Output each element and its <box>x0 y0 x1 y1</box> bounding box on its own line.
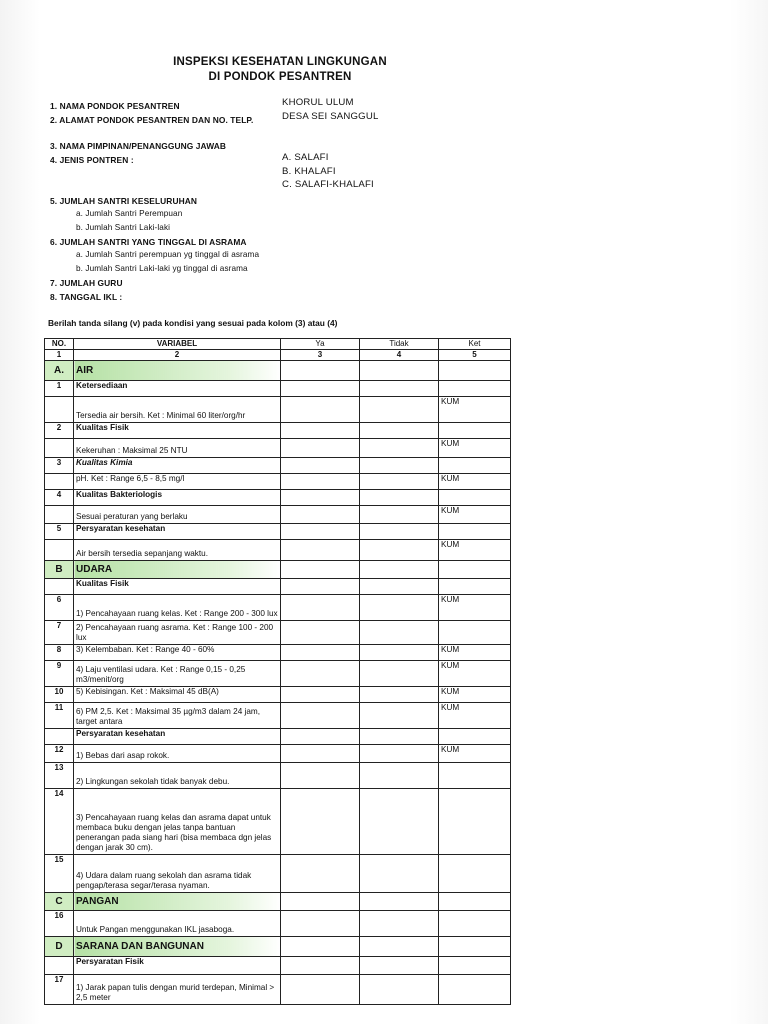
ket-cell <box>439 975 511 1005</box>
ket-cell <box>439 579 511 595</box>
row-number-cell: 5 <box>45 524 74 540</box>
table-row <box>45 661 511 687</box>
field-label-jenis-pontren: 4. JENIS PONTREN : <box>50 155 134 165</box>
ket-cell <box>439 423 511 439</box>
variable-cell: Kekeruhan : Maksimal 25 NTU <box>74 439 281 458</box>
ya-checkbox-cell[interactable] <box>281 729 360 745</box>
section-row <box>45 893 511 911</box>
tidak-checkbox-cell[interactable] <box>360 561 439 579</box>
tidak-checkbox-cell[interactable] <box>360 524 439 540</box>
variable-cell: 2) Lingkungan sekolah tidak banyak debu. <box>74 763 281 789</box>
row-number-cell: 17 <box>45 975 74 1005</box>
table-row <box>45 423 511 439</box>
variable-cell: 1) Bebas dari asap rokok. <box>74 745 281 763</box>
row-number-cell: 15 <box>45 855 74 893</box>
row-number-cell: 9 <box>45 661 74 687</box>
tidak-checkbox-cell[interactable] <box>360 423 439 439</box>
table-row <box>45 687 511 703</box>
ya-checkbox-cell[interactable] <box>281 763 360 789</box>
ya-checkbox-cell[interactable] <box>281 893 360 911</box>
table-row <box>45 855 511 893</box>
ya-checkbox-cell[interactable] <box>281 490 360 506</box>
ya-checkbox-cell[interactable] <box>281 474 360 490</box>
variable-cell: 1) Pencahayaan ruang kelas. Ket : Range 200 - 300 lux <box>74 595 281 621</box>
ket-cell <box>439 381 511 397</box>
ket-cell <box>439 561 511 579</box>
ya-checkbox-cell[interactable] <box>281 397 360 423</box>
header-ket: Ket <box>439 339 511 350</box>
variable-cell: Persyaratan kesehatan <box>74 524 281 540</box>
row-number-cell <box>45 957 74 975</box>
table-row <box>45 975 511 1005</box>
table-row <box>45 381 511 397</box>
tidak-checkbox-cell[interactable] <box>360 397 439 423</box>
header-num-3: 3 <box>281 350 360 361</box>
row-number-cell: 6 <box>45 595 74 621</box>
inspection-table <box>44 338 511 1005</box>
tidak-checkbox-cell[interactable] <box>360 729 439 745</box>
table-row <box>45 703 511 729</box>
section-row <box>45 361 511 381</box>
row-number-cell: B <box>45 561 74 579</box>
ket-cell: KUM <box>439 661 511 687</box>
field-label-pimpinan: 3. NAMA PIMPINAN/PENANGGUNG JAWAB <box>50 141 227 151</box>
ya-checkbox-cell[interactable] <box>281 579 360 595</box>
section-row <box>45 937 511 957</box>
table-row <box>45 506 511 524</box>
ket-cell: KUM <box>439 595 511 621</box>
table-row <box>45 439 511 458</box>
header-num-4: 4 <box>360 350 439 361</box>
field-label-jumlah-santri: 5. JUMLAH SANTRI KESELURUHAN <box>50 196 198 206</box>
tidak-checkbox-cell[interactable] <box>360 540 439 561</box>
ya-checkbox-cell[interactable] <box>281 524 360 540</box>
tidak-checkbox-cell[interactable] <box>360 957 439 975</box>
tidak-checkbox-cell[interactable] <box>360 506 439 524</box>
ket-cell <box>439 855 511 893</box>
table-row <box>45 621 511 645</box>
variable-cell: Persyaratan kesehatan <box>74 729 281 745</box>
ya-checkbox-cell[interactable] <box>281 745 360 763</box>
ya-checkbox-cell[interactable] <box>281 957 360 975</box>
row-number-cell: 7 <box>45 621 74 645</box>
ket-cell <box>439 361 511 381</box>
document-subtitle: DI PONDOK PESANTREN <box>208 71 352 83</box>
table-header-row <box>45 339 511 350</box>
table-row <box>45 458 511 474</box>
tidak-checkbox-cell[interactable] <box>360 763 439 789</box>
row-number-cell <box>45 579 74 595</box>
tidak-checkbox-cell[interactable] <box>360 703 439 729</box>
ket-cell: KUM <box>439 474 511 490</box>
header-tidak: Tidak <box>360 339 439 350</box>
variable-cell: 4) Laju ventilasi udara. Ket : Range 0,15 - 0,25 m3/menit/org <box>74 661 281 687</box>
row-number-cell: 4 <box>45 490 74 506</box>
variable-cell: SARANA DAN BANGUNAN <box>74 937 281 957</box>
tidak-checkbox-cell[interactable] <box>360 789 439 855</box>
ya-checkbox-cell[interactable] <box>281 855 360 893</box>
variable-cell: Sesuai peraturan yang berlaku <box>74 506 281 524</box>
header-variabel: VARIABEL <box>74 339 281 350</box>
ya-checkbox-cell[interactable] <box>281 506 360 524</box>
ya-checkbox-cell[interactable] <box>281 458 360 474</box>
tidak-checkbox-cell[interactable] <box>360 439 439 458</box>
ket-cell: KUM <box>439 439 511 458</box>
row-number-cell <box>45 439 74 458</box>
ya-checkbox-cell[interactable] <box>281 661 360 687</box>
tidak-checkbox-cell[interactable] <box>360 893 439 911</box>
row-number-cell <box>45 506 74 524</box>
ya-checkbox-cell[interactable] <box>281 423 360 439</box>
tidak-checkbox-cell[interactable] <box>360 490 439 506</box>
tidak-checkbox-cell[interactable] <box>360 937 439 957</box>
ket-cell: KUM <box>439 687 511 703</box>
ya-checkbox-cell[interactable] <box>281 789 360 855</box>
header-num-1: 1 <box>45 350 74 361</box>
row-number-cell: A. <box>45 361 74 381</box>
variable-cell: Kualitas Bakteriologis <box>74 490 281 506</box>
ket-cell: KUM <box>439 397 511 423</box>
ket-cell <box>439 763 511 789</box>
table-row <box>45 397 511 423</box>
variable-cell: AIR <box>74 361 281 381</box>
section-row <box>45 561 511 579</box>
ket-cell <box>439 893 511 911</box>
ya-checkbox-cell[interactable] <box>281 361 360 381</box>
field-value-nama-pondok: KHORUL ULUM <box>282 97 354 108</box>
table-row <box>45 540 511 561</box>
variable-cell: Persyaratan Fisik <box>74 957 281 975</box>
ket-cell <box>439 911 511 937</box>
tidak-checkbox-cell[interactable] <box>360 645 439 661</box>
row-number-cell: 3 <box>45 458 74 474</box>
variable-cell: UDARA <box>74 561 281 579</box>
ya-checkbox-cell[interactable] <box>281 561 360 579</box>
option-khalafi: B. KHALAFI <box>282 166 336 177</box>
variable-cell: 3) Kelembaban. Ket : Range 40 - 60% <box>74 645 281 661</box>
tidak-checkbox-cell[interactable] <box>360 661 439 687</box>
table-row <box>45 729 511 745</box>
table-row <box>45 474 511 490</box>
tidak-checkbox-cell[interactable] <box>360 381 439 397</box>
ket-cell <box>439 957 511 975</box>
field-label-santri-asrama: 6. JUMLAH SANTRI YANG TINGGAL DI ASRAMA <box>50 237 247 247</box>
tidak-checkbox-cell[interactable] <box>360 911 439 937</box>
ya-checkbox-cell[interactable] <box>281 687 360 703</box>
variable-cell: 5) Kebisingan. Ket : Maksimal 45 dB(A) <box>74 687 281 703</box>
tidak-checkbox-cell[interactable] <box>360 579 439 595</box>
variable-cell: Untuk Pangan menggunakan IKL jasaboga. <box>74 911 281 937</box>
row-number-cell: 16 <box>45 911 74 937</box>
row-number-cell: 8 <box>45 645 74 661</box>
row-number-cell <box>45 397 74 423</box>
table-header-number-row <box>45 350 511 361</box>
ket-cell <box>439 458 511 474</box>
field-label-tanggal-ikl: 8. TANGGAL IKL : <box>50 292 123 302</box>
table-row <box>45 957 511 975</box>
table-row <box>45 524 511 540</box>
tidak-checkbox-cell[interactable] <box>360 361 439 381</box>
ya-checkbox-cell[interactable] <box>281 381 360 397</box>
table-row <box>45 595 511 621</box>
ket-cell: KUM <box>439 703 511 729</box>
row-number-cell <box>45 729 74 745</box>
ket-cell <box>439 524 511 540</box>
ya-checkbox-cell[interactable] <box>281 703 360 729</box>
variable-cell: PANGAN <box>74 893 281 911</box>
tidak-checkbox-cell[interactable] <box>360 975 439 1005</box>
table-row <box>45 579 511 595</box>
row-number-cell <box>45 540 74 561</box>
row-number-cell: C <box>45 893 74 911</box>
ket-cell <box>439 621 511 645</box>
ya-checkbox-cell[interactable] <box>281 937 360 957</box>
row-number-cell: 10 <box>45 687 74 703</box>
variable-cell: pH. Ket : Range 6,5 - 8,5 mg/l <box>74 474 281 490</box>
row-number-cell: 12 <box>45 745 74 763</box>
field-sub-asrama-laki: b. Jumlah Santri Laki-laki yg tinggal di asrama <box>76 264 248 273</box>
tidak-checkbox-cell[interactable] <box>360 855 439 893</box>
document-title: INSPEKSI KESEHATAN LINGKUNGAN <box>173 56 387 68</box>
ket-cell: KUM <box>439 645 511 661</box>
table-row <box>45 490 511 506</box>
instruction-text: Berilah tanda silang (v) pada kondisi yang sesuai pada kolom (3) atau (4) <box>48 318 338 328</box>
table-row <box>45 789 511 855</box>
tidak-checkbox-cell[interactable] <box>360 687 439 703</box>
field-value-alamat: DESA SEI SANGGUL <box>282 111 379 122</box>
ket-cell <box>439 937 511 957</box>
ya-checkbox-cell[interactable] <box>281 621 360 645</box>
table-row <box>45 745 511 763</box>
ya-checkbox-cell[interactable] <box>281 975 360 1005</box>
row-number-cell: 1 <box>45 381 74 397</box>
variable-cell: 6) PM 2,5. Ket : Maksimal 35 µg/m3 dalam 24 jam, target antara <box>74 703 281 729</box>
row-number-cell: 13 <box>45 763 74 789</box>
tidak-checkbox-cell[interactable] <box>360 621 439 645</box>
field-label-jumlah-guru: 7. JUMLAH GURU <box>50 278 123 288</box>
ya-checkbox-cell[interactable] <box>281 540 360 561</box>
field-label-nama-pondok: 1. NAMA PONDOK PESANTREN <box>50 101 180 111</box>
table-row <box>45 911 511 937</box>
row-number-cell: D <box>45 937 74 957</box>
row-number-cell: 11 <box>45 703 74 729</box>
ya-checkbox-cell[interactable] <box>281 595 360 621</box>
table-row <box>45 763 511 789</box>
variable-cell: 2) Pencahayaan ruang asrama. Ket : Range 100 - 200 lux <box>74 621 281 645</box>
ya-checkbox-cell[interactable] <box>281 439 360 458</box>
row-number-cell: 14 <box>45 789 74 855</box>
variable-cell: 4) Udara dalam ruang sekolah dan asrama tidak pengap/terasa segar/terasa nyaman. <box>74 855 281 893</box>
table-row <box>45 645 511 661</box>
variable-cell: 3) Pencahayaan ruang kelas dan asrama dapat untuk membaca buku dengan jelas tanpa bantuan penerangan pada siang hari (bisa membaca dgn jelas dengan jarak 30 cm). <box>74 789 281 855</box>
variable-cell: 1) Jarak papan tulis dengan murid terdepan, Minimal > 2,5 meter <box>74 975 281 1005</box>
ya-checkbox-cell[interactable] <box>281 911 360 937</box>
tidak-checkbox-cell[interactable] <box>360 474 439 490</box>
header-ya: Ya <box>281 339 360 350</box>
field-sub-santri-laki: b. Jumlah Santri Laki-laki <box>76 223 171 232</box>
tidak-checkbox-cell[interactable] <box>360 458 439 474</box>
ket-cell <box>439 729 511 745</box>
option-salafi-khalafi: C. SALAFI-KHALAFI <box>282 179 374 190</box>
field-sub-asrama-perempuan: a. Jumlah Santri perempuan yg tinggal di asrama <box>76 250 260 259</box>
ket-cell: KUM <box>439 745 511 763</box>
row-number-cell: 2 <box>45 423 74 439</box>
tidak-checkbox-cell[interactable] <box>360 745 439 763</box>
variable-cell: Ketersediaan <box>74 381 281 397</box>
ket-cell <box>439 490 511 506</box>
header-num-2: 2 <box>74 350 281 361</box>
row-number-cell <box>45 474 74 490</box>
header-no: NO. <box>45 339 74 350</box>
option-salafi: A. SALAFI <box>282 152 329 163</box>
ya-checkbox-cell[interactable] <box>281 645 360 661</box>
field-sub-santri-perempuan: a. Jumlah Santri Perempuan <box>76 209 183 218</box>
ket-cell: KUM <box>439 506 511 524</box>
ket-cell <box>439 789 511 855</box>
variable-cell: Air bersih tersedia sepanjang waktu. <box>74 540 281 561</box>
field-label-alamat: 2. ALAMAT PONDOK PESANTREN DAN NO. TELP. <box>50 115 254 125</box>
variable-cell: Kualitas Fisik <box>74 423 281 439</box>
header-num-5: 5 <box>439 350 511 361</box>
tidak-checkbox-cell[interactable] <box>360 595 439 621</box>
variable-cell: Kualitas Fisik <box>74 579 281 595</box>
ket-cell: KUM <box>439 540 511 561</box>
variable-cell: Kualitas Kimia <box>74 458 281 474</box>
variable-cell: Tersedia air bersih. Ket : Minimal 60 liter/org/hr <box>74 397 281 423</box>
